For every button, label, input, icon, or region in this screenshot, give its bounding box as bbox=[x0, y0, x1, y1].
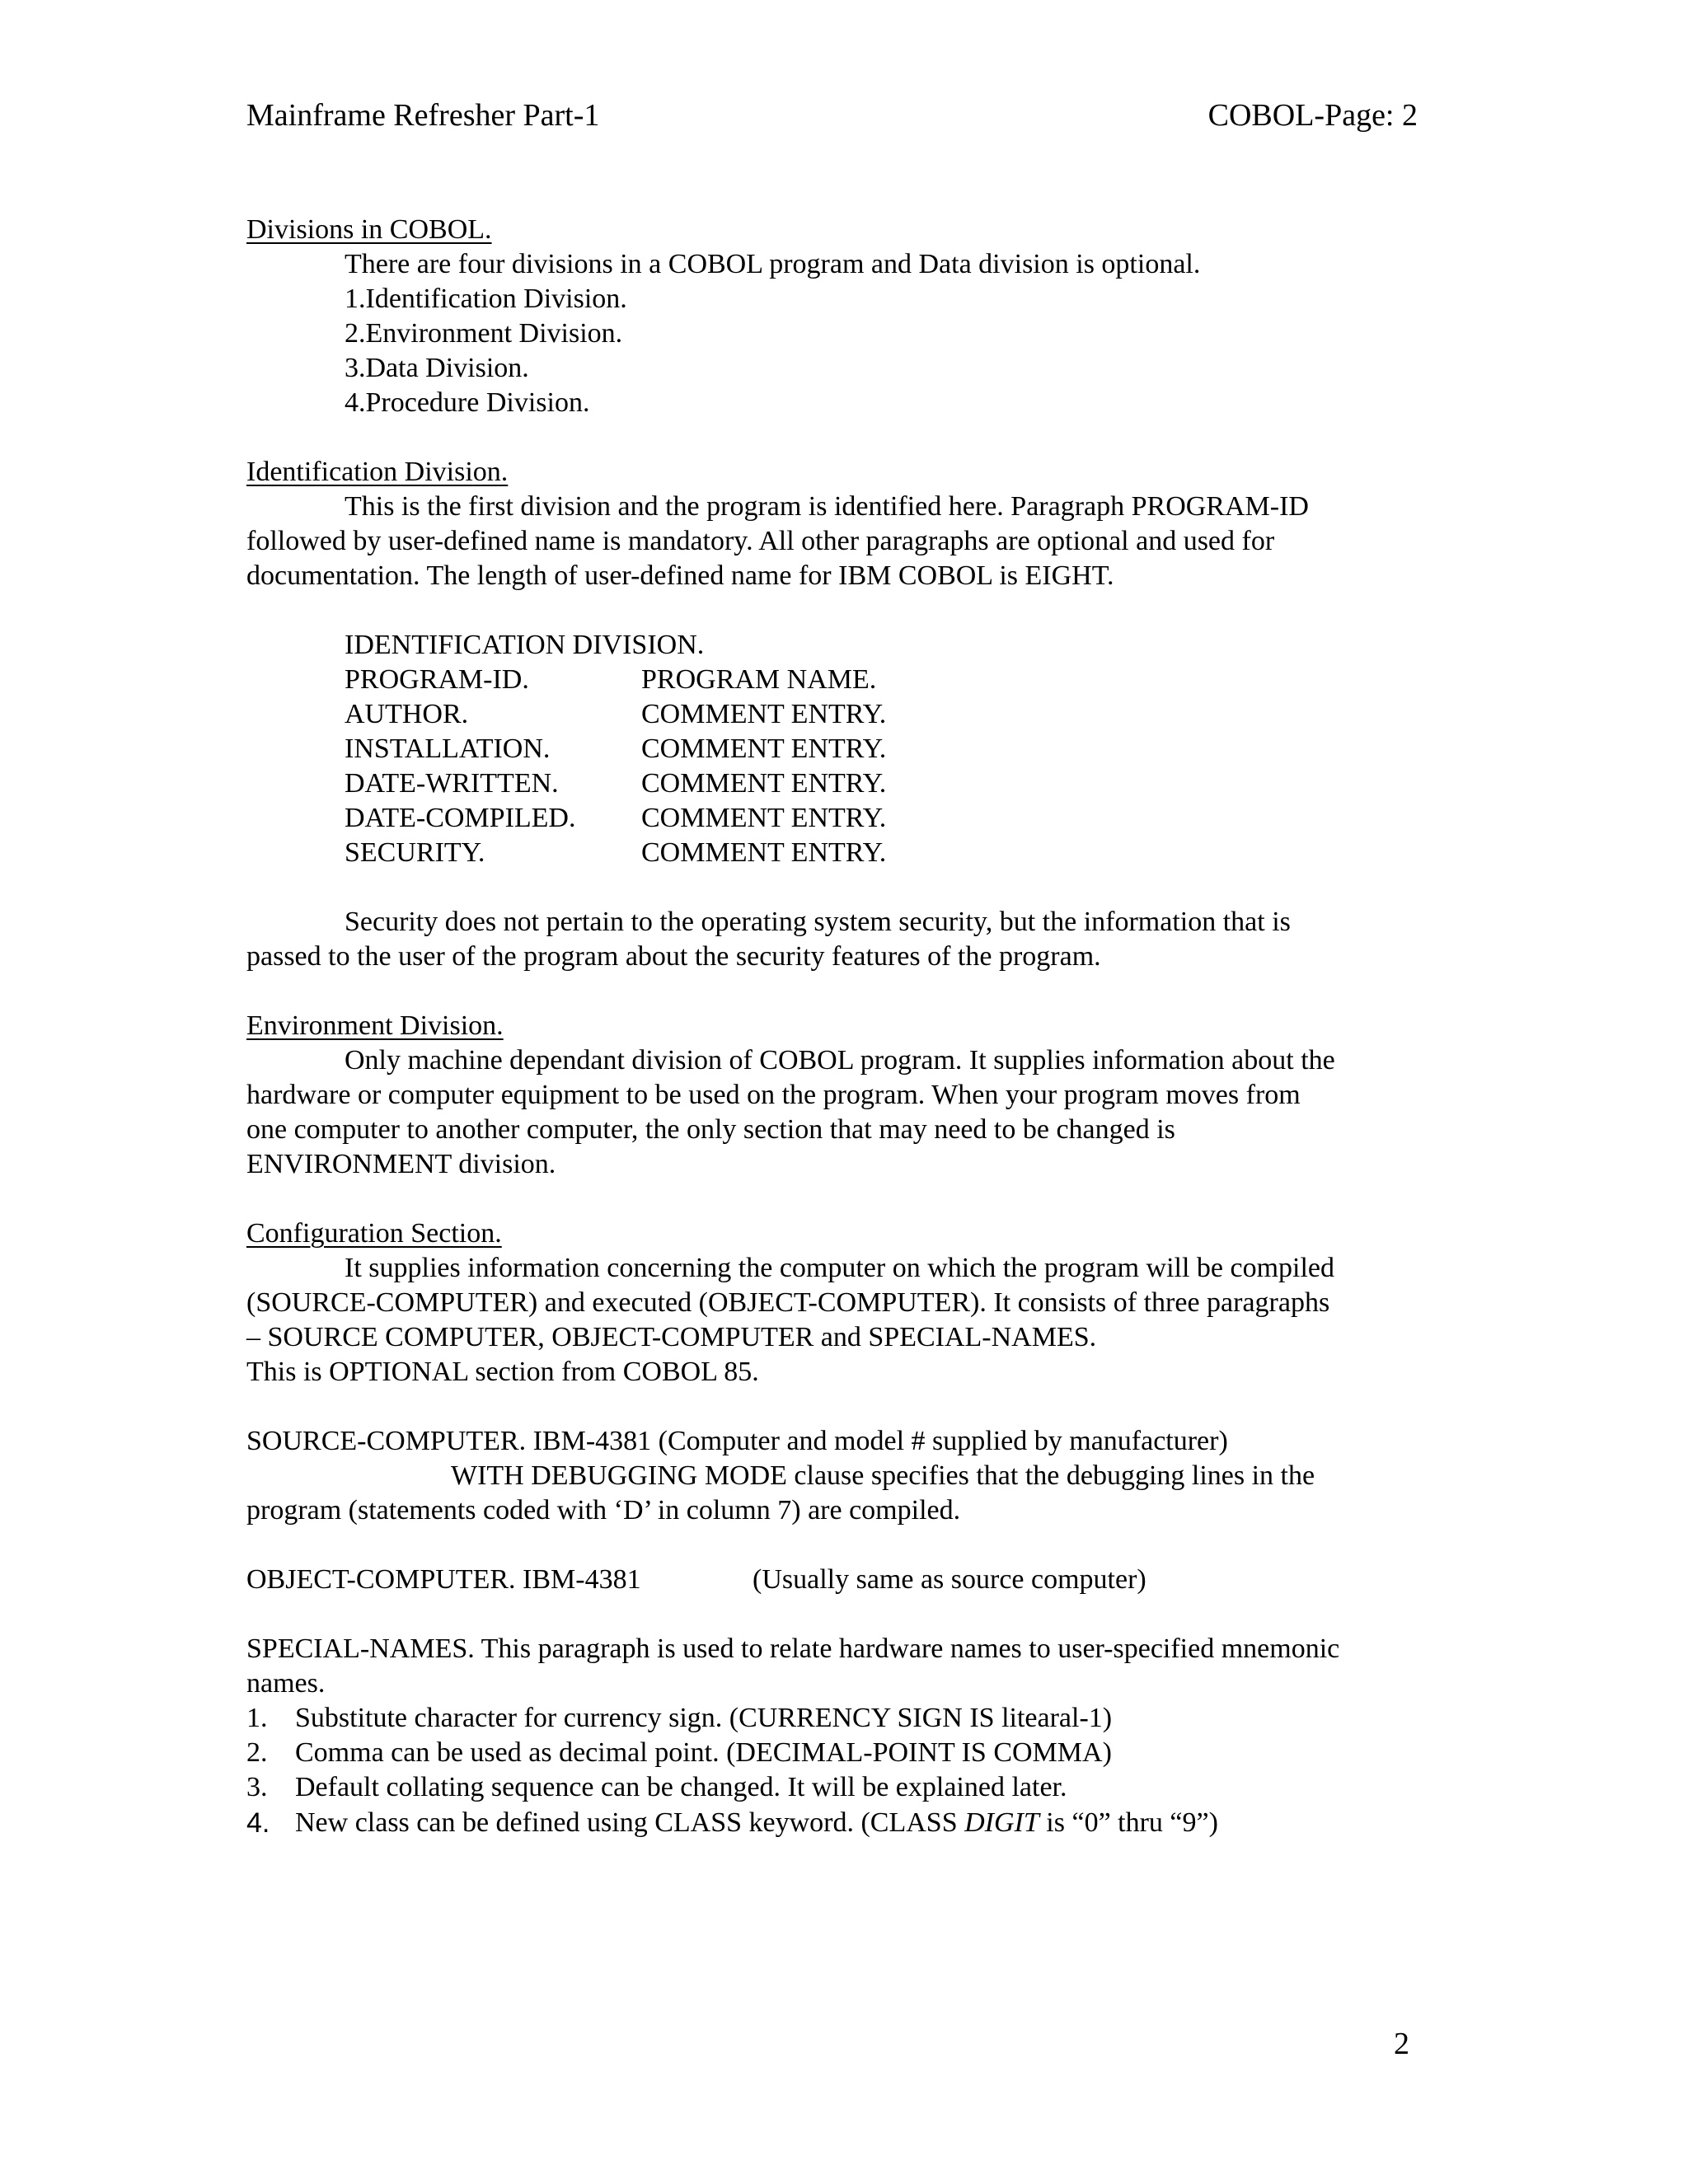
code-value: PROGRAM NAME. bbox=[641, 664, 877, 695]
environment-paragraph-line: one computer to another computer, the only section that may need to be changed is bbox=[246, 1114, 1175, 1145]
security-paragraph-line: Security does not pertain to the operating system security, but the information that is bbox=[345, 907, 1291, 937]
list-item: Substitute character for currency sign. (CURRENCY SIGN IS litearal-1) bbox=[295, 1703, 1113, 1733]
list-item: Comma can be used as decimal point. (DECIMAL-POINT IS COMMA) bbox=[295, 1737, 1112, 1768]
debugging-mode-line: WITH DEBUGGING MODE clause specifies that the debugging lines in the bbox=[451, 1460, 1315, 1491]
code-value: COMMENT ENTRY. bbox=[641, 733, 887, 764]
code-key: DATE-WRITTEN. bbox=[345, 768, 559, 799]
header-page-label: COBOL-Page: 2 bbox=[1207, 98, 1418, 133]
list-item: Default collating sequence can be changed. It will be explained later. bbox=[295, 1772, 1067, 1802]
debugging-mode-line: program (statements coded with ‘D’ in column 7) are compiled. bbox=[246, 1495, 961, 1526]
page-number: 2 bbox=[1394, 2027, 1409, 2061]
identification-heading: Identification Division. bbox=[246, 457, 509, 487]
object-computer-label: OBJECT-COMPUTER. IBM-4381 bbox=[246, 1564, 641, 1595]
code-value: COMMENT ENTRY. bbox=[641, 803, 887, 833]
environment-paragraph-line: hardware or computer equipment to be used on the program. When your program moves from bbox=[246, 1080, 1301, 1110]
division-list-item: 2.Environment Division. bbox=[345, 318, 623, 349]
divisions-intro: There are four divisions in a COBOL program and Data division is optional. bbox=[345, 249, 1201, 279]
code-value: COMMENT ENTRY. bbox=[641, 768, 887, 799]
identification-paragraph-line: documentation. The length of user-defined name for IBM COBOL is EIGHT. bbox=[246, 560, 1114, 591]
division-list-item: 3.Data Division. bbox=[345, 353, 529, 383]
configuration-paragraph-line: This is OPTIONAL section from COBOL 85. bbox=[246, 1357, 759, 1387]
code-key: DATE-COMPILED. bbox=[345, 803, 576, 833]
special-names-line: names. bbox=[246, 1668, 326, 1699]
special-names-line: SPECIAL-NAMES. This paragraph is used to relate hardware names to user-specified mnemonic bbox=[246, 1633, 1340, 1664]
configuration-heading: Configuration Section. bbox=[246, 1218, 502, 1249]
security-paragraph-line: passed to the user of the program about the security features of the program. bbox=[246, 941, 1101, 972]
environment-heading: Environment Division. bbox=[246, 1010, 504, 1041]
class-name: DIGIT bbox=[964, 1807, 1039, 1838]
environment-paragraph-line: ENVIRONMENT division. bbox=[246, 1149, 556, 1179]
list-number: 3. bbox=[246, 1772, 268, 1802]
list-item bbox=[295, 1806, 1218, 1840]
object-computer-note: (Usually same as source computer) bbox=[753, 1564, 1146, 1595]
code-title: IDENTIFICATION DIVISION. bbox=[345, 630, 705, 660]
configuration-paragraph-line: It supplies information concerning the computer on which the program will be compiled bbox=[345, 1253, 1335, 1283]
configuration-paragraph-line: (SOURCE-COMPUTER) and executed (OBJECT-COMPUTER). It consists of three paragraphs bbox=[246, 1287, 1330, 1318]
list-item-text: is “0” thru “9”) bbox=[1039, 1807, 1218, 1838]
identification-paragraph-line: followed by user-defined name is mandatory. All other paragraphs are optional and used for bbox=[246, 526, 1275, 556]
list-number: 2. bbox=[246, 1737, 268, 1768]
code-key: SECURITY. bbox=[345, 837, 485, 868]
header-title: Mainframe Refresher Part-1 bbox=[246, 98, 600, 133]
source-computer-line: SOURCE-COMPUTER. IBM-4381 (Computer and model # supplied by manufacturer) bbox=[246, 1426, 1228, 1456]
identification-paragraph-line: This is the first division and the program is identified here. Paragraph PROGRAM-ID bbox=[345, 491, 1309, 522]
code-key: INSTALLATION. bbox=[345, 733, 551, 764]
division-list-item: 1.Identification Division. bbox=[345, 284, 627, 314]
code-key: PROGRAM-ID. bbox=[345, 664, 529, 695]
list-item-text: New class can be defined using CLASS keyword. (CLASS bbox=[295, 1807, 965, 1838]
environment-paragraph-line: Only machine dependant division of COBOL program. It supplies information about the bbox=[345, 1045, 1335, 1076]
divisions-heading: Divisions in COBOL. bbox=[246, 214, 492, 245]
division-list-item: 4.Procedure Division. bbox=[345, 387, 590, 418]
code-value: COMMENT ENTRY. bbox=[641, 699, 887, 729]
code-value: COMMENT ENTRY. bbox=[641, 837, 887, 868]
code-key: AUTHOR. bbox=[345, 699, 469, 729]
list-number: 4. bbox=[246, 1807, 270, 1839]
configuration-paragraph-line: – SOURCE COMPUTER, OBJECT-COMPUTER and SPECIAL-NAMES. bbox=[246, 1322, 1097, 1352]
list-number: 1. bbox=[246, 1703, 268, 1733]
